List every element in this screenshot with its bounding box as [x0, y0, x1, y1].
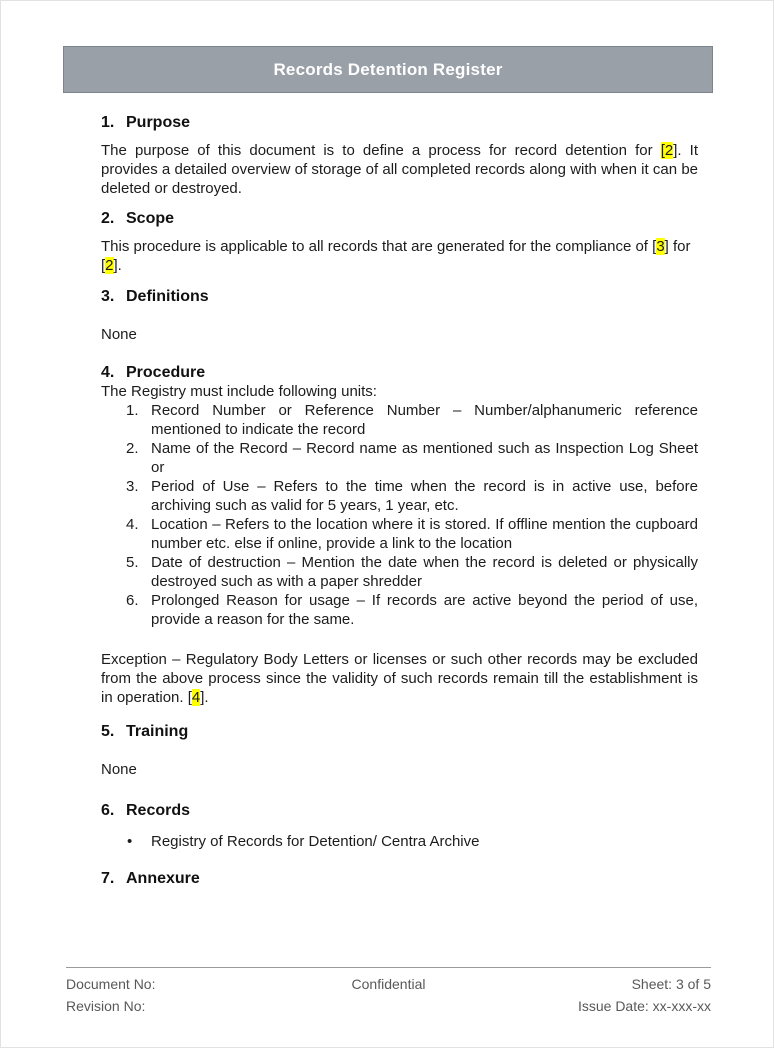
- procedure-exception-paragraph: Exception – Regulatory Body Letters or licenses or such other records may be excluded from the above process since the validity of such records remain till the establishment is in operation. [4].: [101, 651, 698, 706]
- training-body: None: [101, 761, 137, 778]
- procedure-item-text: Prolonged Reason for usage – If records are active beyond the period of use, provide a reason for the same.: [151, 592, 698, 628]
- heading-annexure-label: Annexure: [126, 870, 200, 887]
- scope-paragraph: This procedure is applicable to all records that are generated for the compliance of [3] for [2].: [101, 238, 691, 274]
- procedure-item: [101, 439, 698, 477]
- purpose-paragraph: The purpose of this document is to define a process for record detention for [2]. It provides a detailed overview of storage of all completed records along with when it can be deleted or destroyed.: [101, 142, 699, 197]
- heading-purpose-number: 1.: [101, 114, 115, 131]
- procedure-item-number: 2.: [126, 440, 139, 457]
- procedure-item-number: 3.: [126, 478, 139, 495]
- heading-procedure: [101, 363, 698, 382]
- procedure-item-text: Location – Refers to the location where it is stored. If offline mention the cupboard number etc. else if online, provide a link to the location: [151, 516, 698, 552]
- procedure-item: [101, 553, 698, 591]
- procedure-item-number: 4.: [126, 516, 139, 533]
- heading-scope-label: Scope: [126, 210, 175, 227]
- footer-confidential: Confidential: [351, 976, 426, 992]
- footer-center-column: [299, 973, 479, 1017]
- document-body: [101, 93, 698, 888]
- heading-training-label: Training: [126, 723, 189, 740]
- heading-definitions: [101, 287, 698, 306]
- heading-annexure: [101, 869, 698, 888]
- heading-scope-number: 2.: [101, 210, 115, 227]
- footer-left-column: [66, 973, 246, 1017]
- heading-purpose: [101, 113, 698, 132]
- heading-annexure-number: 7.: [101, 870, 115, 887]
- heading-training-number: 5.: [101, 723, 115, 740]
- heading-definitions-number: 3.: [101, 288, 115, 305]
- procedure-item-text: Name of the Record – Record name as mentioned such as Inspection Log Sheet or: [151, 440, 698, 476]
- heading-procedure-number: 4.: [101, 364, 115, 381]
- procedure-intro: The Registry must include following units:: [101, 383, 377, 400]
- procedure-item: [101, 477, 698, 515]
- heading-records: [101, 801, 698, 820]
- procedure-item: [101, 591, 698, 629]
- procedure-item-number: 6.: [126, 592, 139, 609]
- heading-scope: [101, 209, 698, 228]
- page-footer: [66, 967, 711, 1017]
- procedure-list: [101, 401, 698, 629]
- heading-purpose-label: Purpose: [126, 114, 191, 131]
- title-bar: [63, 46, 713, 93]
- records-bullet-text: Registry of Records for Detention/ Centra Archive: [151, 833, 480, 850]
- procedure-item-text: Date of destruction – Mention the date when the record is deleted or physically destroyed such as with a paper shredder: [151, 554, 698, 590]
- footer-issue-date: Issue Date: xx-xxx-xx: [577, 998, 711, 1014]
- procedure-item-text: Record Number or Reference Number – Number/alphanumeric reference mentioned to indicate the record: [151, 402, 698, 438]
- procedure-item-number: 5.: [126, 554, 139, 571]
- procedure-item: [101, 401, 698, 439]
- footer-right-column: [531, 973, 711, 1017]
- heading-training: [101, 722, 698, 741]
- heading-procedure-label: Procedure: [126, 364, 206, 381]
- footer-revision-no: Revision No:: [66, 998, 146, 1014]
- procedure-item: [101, 515, 698, 553]
- bullet-icon: •: [127, 833, 133, 850]
- heading-definitions-label: Definitions: [126, 288, 209, 305]
- heading-records-label: Records: [126, 802, 191, 819]
- heading-records-number: 6.: [101, 802, 115, 819]
- records-bullet-item: [101, 832, 698, 851]
- definitions-body: None: [101, 326, 137, 343]
- procedure-item-text: Period of Use – Refers to the time when the record is in active use, before archiving such as valid for 5 years, 1 year, etc.: [151, 478, 698, 514]
- procedure-item-number: 1.: [126, 402, 139, 419]
- page-title: Records Detention Register: [273, 59, 503, 79]
- footer-document-no: Document No:: [66, 976, 156, 992]
- footer-sheet: Sheet: 3 of 5: [631, 976, 711, 992]
